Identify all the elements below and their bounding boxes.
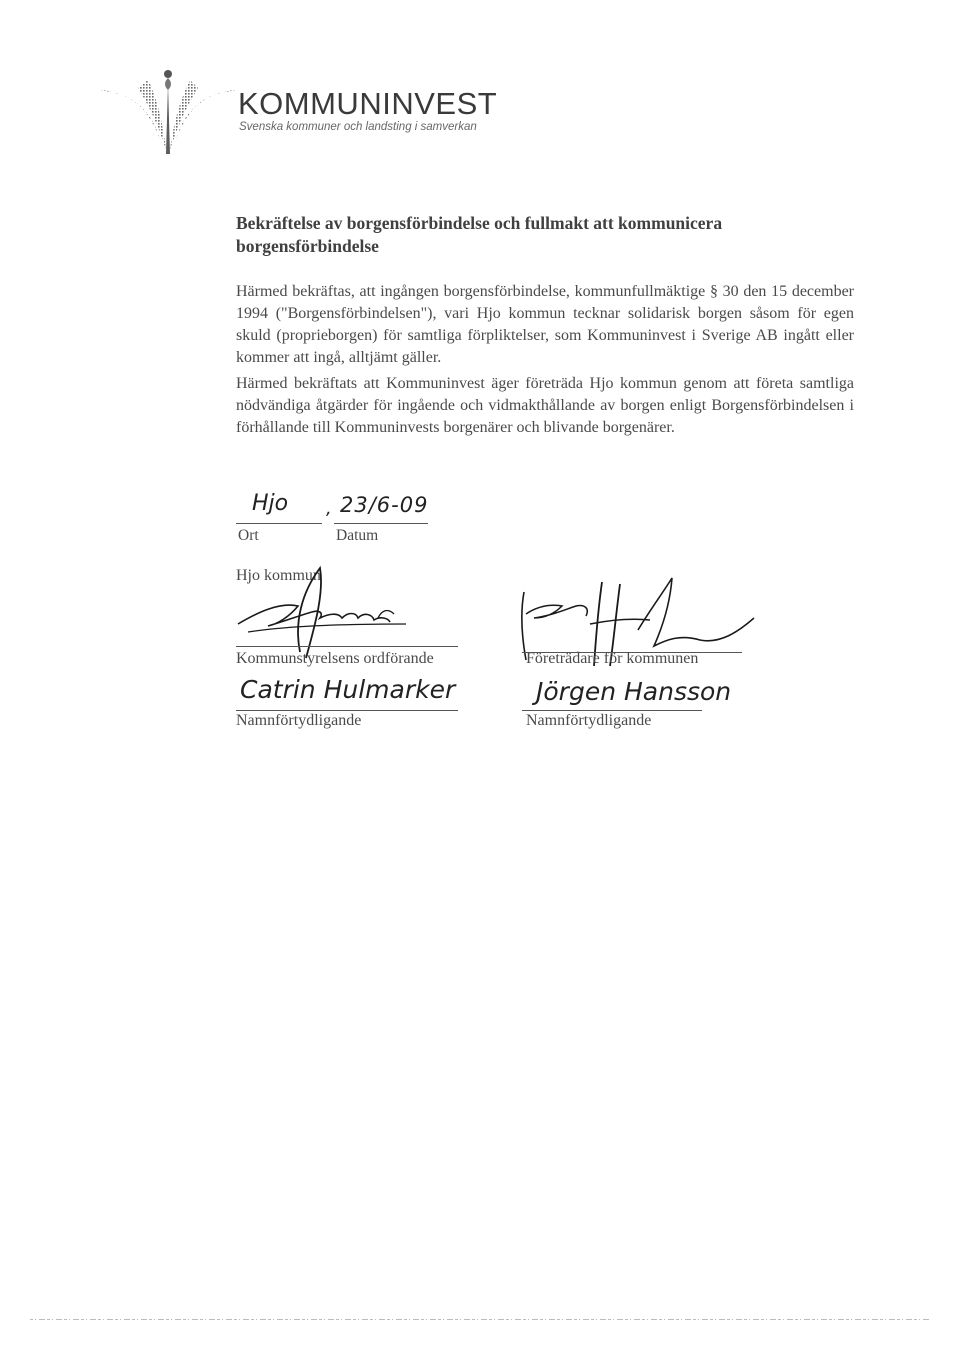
right-name-handwritten: Jörgen Hansson	[536, 677, 732, 706]
left-signature-image	[228, 562, 428, 662]
left-name-line	[236, 710, 458, 711]
left-signer-role: Kommunstyrelsens ordförande	[236, 650, 434, 667]
kommuninvest-logo-icon	[98, 66, 238, 158]
place-label: Ort	[238, 527, 259, 544]
paragraph-confirmation: Härmed bekräftas, att ingången borgensförbindelse, kommunfullmäktige § 30 den 15 december 1994 ("Borgensförbindelsen"), vari Hjo kommun tecknar solidarisk borgen såsom för egen skuld (proprieborgen) för samtliga förpliktelser, som Kommuninvest i Sverige AB ingått eller kommer att ingå, alltjämt gäller.	[236, 283, 854, 366]
paragraph-authorization: Härmed bekräftats att Kommuninvest äger företräda Hjo kommun genom att företa samtliga nödvändiga åtgärder för ingående och vidmakthållande av borgen enligt Borgensförbindelsen i förhållande till Kommuninvests borgenärer och blivande borgenärer.	[236, 375, 854, 436]
date-handwritten: 23/6-09	[340, 493, 429, 517]
organization-label: Hjo kommun	[236, 567, 321, 584]
date-underline	[334, 523, 428, 524]
logo-tagline: Svenska kommuner och landsting i samverkan	[239, 121, 477, 133]
right-name-line	[522, 710, 702, 711]
place-underline	[236, 523, 322, 524]
right-name-label: Namnförtydligande	[526, 712, 652, 729]
date-label: Datum	[336, 527, 379, 544]
kommuninvest-logo	[98, 66, 498, 158]
document-title: Bekräftelse av borgensförbindelse och fullmakt att kommunicera borgensförbindelse	[236, 213, 723, 256]
scan-edge-line	[30, 1318, 930, 1321]
left-name-handwritten: Catrin Hulmarker	[240, 675, 456, 704]
logo-wordmark: KOMMUNINVEST	[238, 86, 498, 121]
right-signer-role: Företrädare för kommunen	[526, 650, 699, 667]
place-handwritten: Hjo	[252, 491, 289, 516]
left-name-label: Namnförtydligande	[236, 712, 362, 729]
date-separator: ,	[326, 498, 332, 519]
left-signature-line	[236, 646, 458, 647]
